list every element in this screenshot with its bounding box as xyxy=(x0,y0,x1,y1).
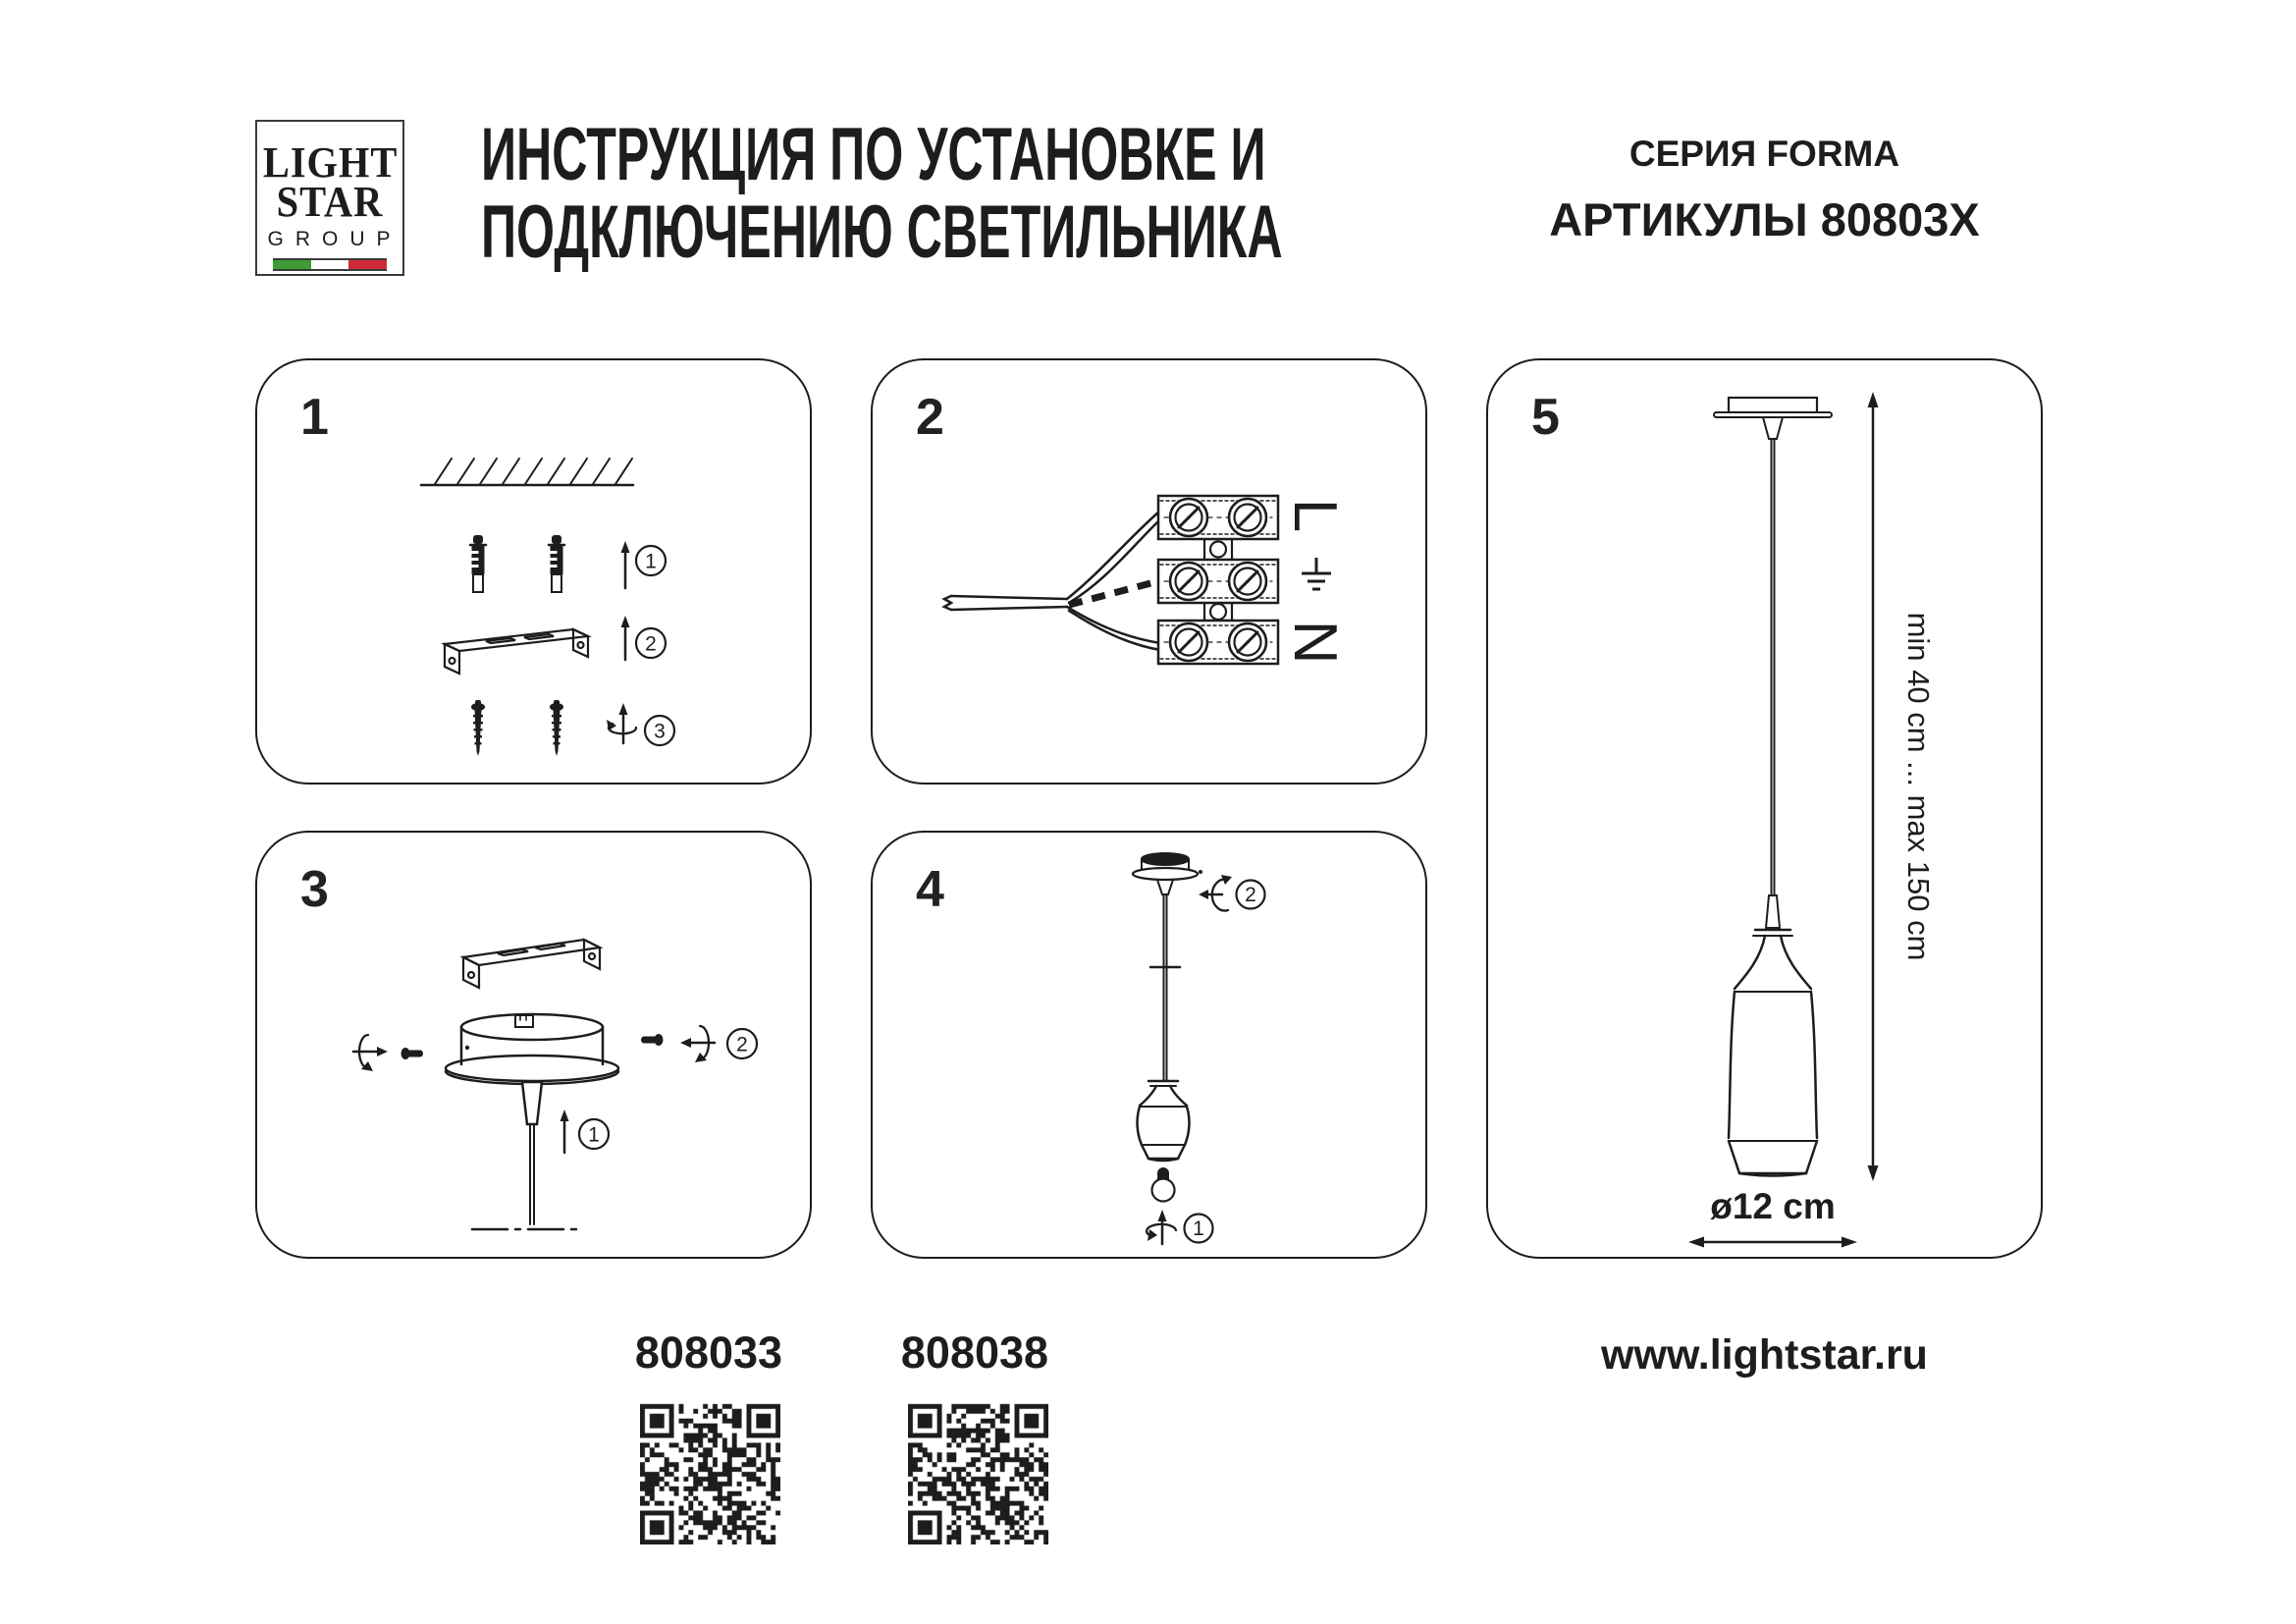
step-number-1: 1 xyxy=(300,389,329,446)
earth-symbol-icon xyxy=(1302,558,1331,589)
lightstar-logo xyxy=(255,120,404,276)
articles-label: АРТИКУЛЫ 80803X xyxy=(1549,193,1980,245)
height-dimension-arrow xyxy=(1868,392,1879,1181)
logo-group: GROUP xyxy=(267,228,402,250)
screw-icon xyxy=(641,1034,664,1046)
step3-diagram xyxy=(257,833,814,1261)
rotate-arrow-icon xyxy=(1147,1210,1176,1244)
callout-1: 1 xyxy=(588,1123,600,1147)
page-title-line1: ИНСТРУКЦИЯ ПО УСТАНОВКЕ И xyxy=(481,113,1266,196)
lamp-shade-icon xyxy=(1729,930,1817,1176)
step-panel-4 xyxy=(871,831,1427,1259)
qr-code-808033 xyxy=(640,1399,780,1544)
callout-1: 1 xyxy=(1193,1218,1204,1240)
step-number-4: 4 xyxy=(916,861,944,918)
website-link: www.lightstar.ru xyxy=(1601,1331,1928,1379)
ceiling-canopy-icon xyxy=(446,1014,618,1229)
screw-icon xyxy=(550,700,563,756)
mounting-bracket-icon xyxy=(463,940,600,988)
pendant-cord-icon xyxy=(1150,894,1180,1080)
light-bulb-icon xyxy=(1152,1167,1175,1202)
ceiling-canopy-icon xyxy=(1133,853,1202,894)
ceiling-hatch-icon xyxy=(435,459,632,484)
mounting-bracket-icon xyxy=(445,629,588,674)
diameter-label: ø12 cm xyxy=(1710,1186,1836,1226)
height-range-label: min 40 cm ... max 150 cm xyxy=(1901,612,1936,961)
up-arrow-icon xyxy=(561,1110,569,1153)
callout-2: 2 xyxy=(736,1033,748,1056)
logo-light: LIGHT xyxy=(262,138,399,187)
up-arrow-icon xyxy=(621,541,630,588)
callout-2: 2 xyxy=(1245,884,1256,906)
diameter-dimension-arrow xyxy=(1688,1237,1857,1248)
step5-dimensions-diagram xyxy=(1488,360,2045,1261)
pendant-cord-icon xyxy=(1772,439,1775,895)
step-number-5: 5 xyxy=(1531,389,1560,446)
wall-plug-icon xyxy=(549,535,564,592)
article-code-1: 808033 xyxy=(634,1327,783,1378)
step-panel-3 xyxy=(255,831,812,1259)
up-arrow-icon xyxy=(621,616,630,660)
ceiling-plate-icon xyxy=(1714,398,1832,439)
qr-code-808038 xyxy=(908,1399,1048,1544)
step-panel-5 xyxy=(1486,358,2043,1259)
callout-2: 2 xyxy=(645,632,657,656)
step2-wiring-diagram xyxy=(873,360,1429,786)
step1-diagram xyxy=(257,360,814,786)
terminal-label-live: L xyxy=(1281,498,1349,533)
rotate-arrow-icon xyxy=(680,1026,715,1062)
callout-1: 1 xyxy=(645,550,657,573)
rotate-arrow-icon xyxy=(1199,875,1232,911)
rotate-arrow-icon xyxy=(353,1035,388,1071)
wall-plug-icon xyxy=(470,535,486,592)
italian-flag-icon xyxy=(273,258,387,271)
step4-diagram xyxy=(873,833,1429,1261)
terminal-block-icon xyxy=(1158,496,1278,664)
page-title-line2: ПОДКЛЮЧЕНИЮ СВЕТИЛЬНИКА xyxy=(481,190,1283,274)
screw-icon xyxy=(471,700,485,756)
page-title xyxy=(481,113,1283,274)
step-number-3: 3 xyxy=(300,861,329,918)
power-cable-icon xyxy=(944,511,1160,650)
article-code-2: 808038 xyxy=(900,1327,1049,1378)
logo-star: STAR xyxy=(276,178,384,226)
series-label: СЕРИЯ FORMA xyxy=(1629,134,1900,174)
step-panel-1 xyxy=(255,358,812,785)
callout-3: 3 xyxy=(654,720,666,743)
step-number-2: 2 xyxy=(916,389,944,446)
cord-grip-icon xyxy=(1766,895,1780,928)
rotate-arrow-icon xyxy=(607,703,636,743)
screw-icon xyxy=(401,1048,424,1059)
step-panel-2 xyxy=(871,358,1427,785)
lamp-shade-icon xyxy=(1138,1081,1190,1161)
terminal-label-neutral: N xyxy=(1281,620,1349,665)
